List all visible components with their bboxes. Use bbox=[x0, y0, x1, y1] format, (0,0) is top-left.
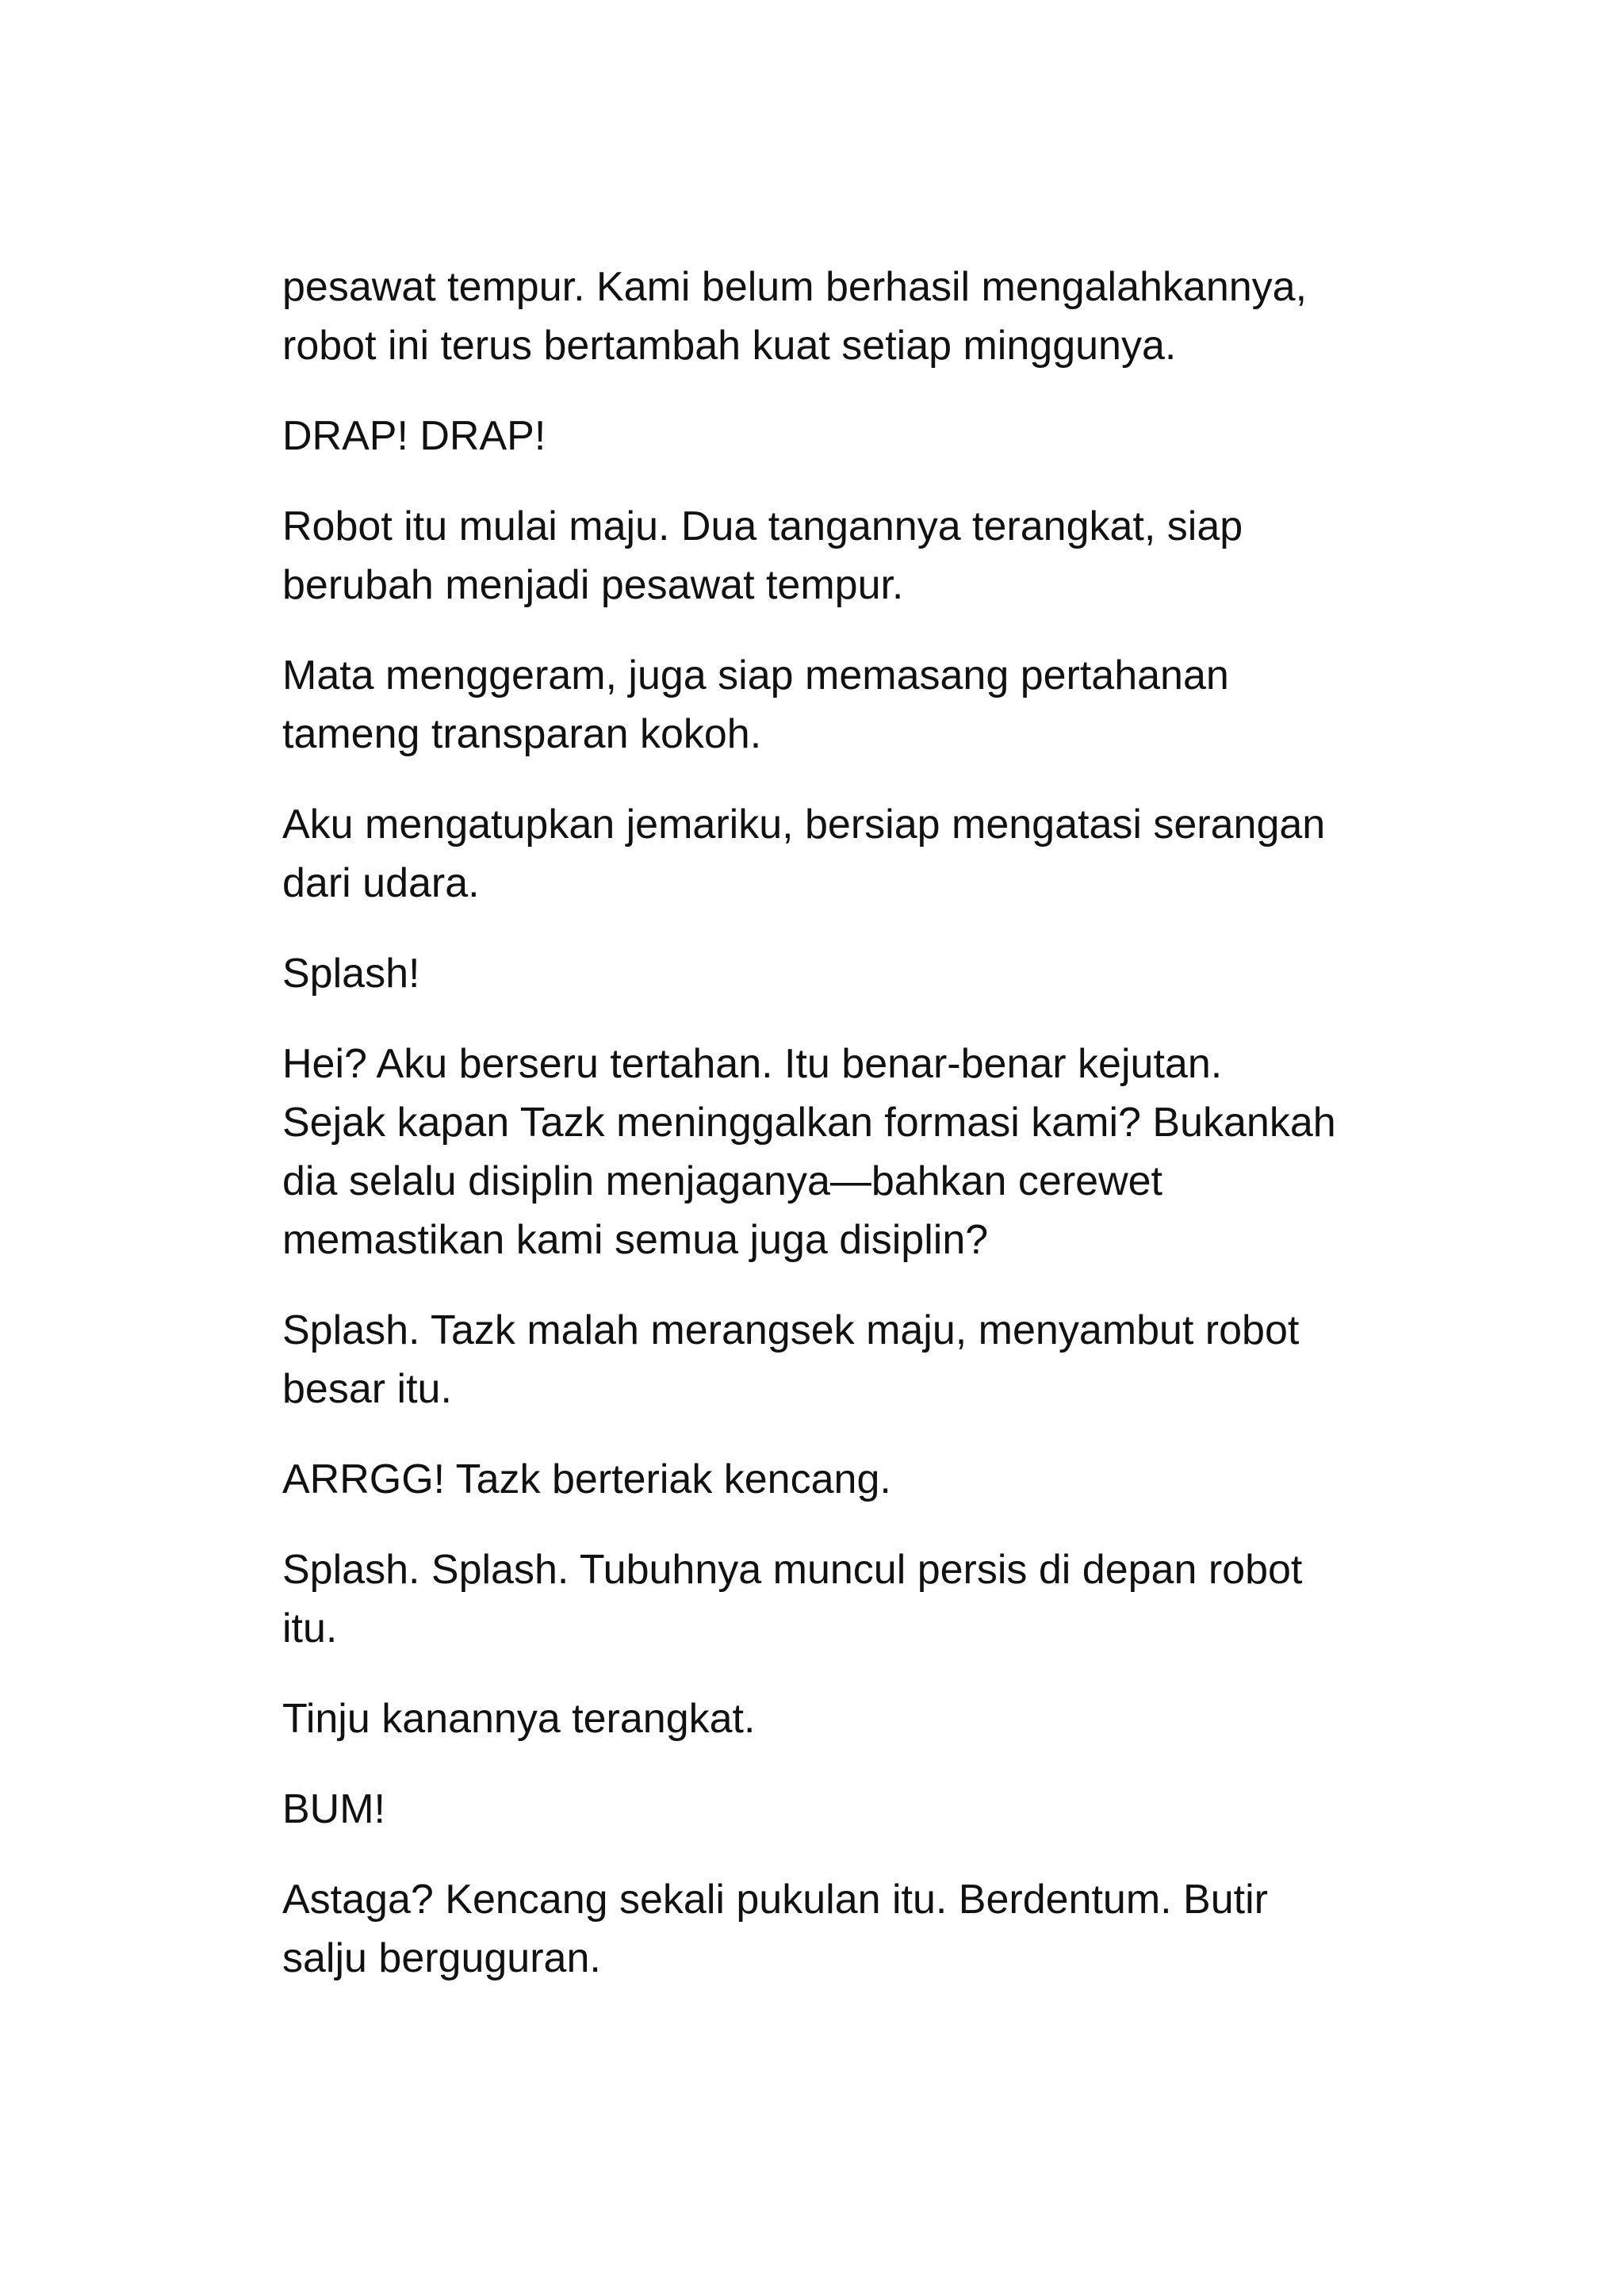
paragraph: Tinju kanannya terangkat. bbox=[282, 1696, 756, 1742]
paragraph: Hei? Aku berseru tertahan. Itu benar-benar kejutan. Sejak kapan Tazk meninggalkan formasi kami? Bukankah dia selalu disiplin menjaganya—bahkan cerewet memastikan kami semua juga disiplin? bbox=[282, 1041, 1336, 1263]
paragraph: Robot itu mulai maju. Dua tangannya terangkat, siap berubah menjadi pesawat tempur. bbox=[282, 503, 1243, 608]
body-text bbox=[282, 258, 1392, 2019]
paragraph: Splash! bbox=[282, 951, 420, 997]
paragraph: pesawat tempur. Kami belum berhasil mengalahkannya, robot ini terus bertambah kuat setiap minggunya. bbox=[282, 264, 1308, 369]
paragraph: Astaga? Kencang sekali pukulan itu. Berdentum. Butir salju berguguran. bbox=[282, 1877, 1268, 1981]
paragraph: DRAP! DRAP! bbox=[282, 413, 546, 459]
paragraph: ARRGG! Tazk berteriak kencang. bbox=[282, 1456, 891, 1502]
paragraph: Mata menggeram, juga siap memasang pertahanan tameng transparan kokoh. bbox=[282, 652, 1229, 757]
paragraph: Splash. Splash. Tubuhnya muncul persis di depan robot itu. bbox=[282, 1547, 1303, 1651]
paragraph: BUM! bbox=[282, 1786, 385, 1832]
paragraph: Splash. Tazk malah merangsek maju, menyambut robot besar itu. bbox=[282, 1307, 1300, 1412]
paragraph: Aku mengatupkan jemariku, bersiap mengatasi serangan dari udara. bbox=[282, 802, 1326, 906]
